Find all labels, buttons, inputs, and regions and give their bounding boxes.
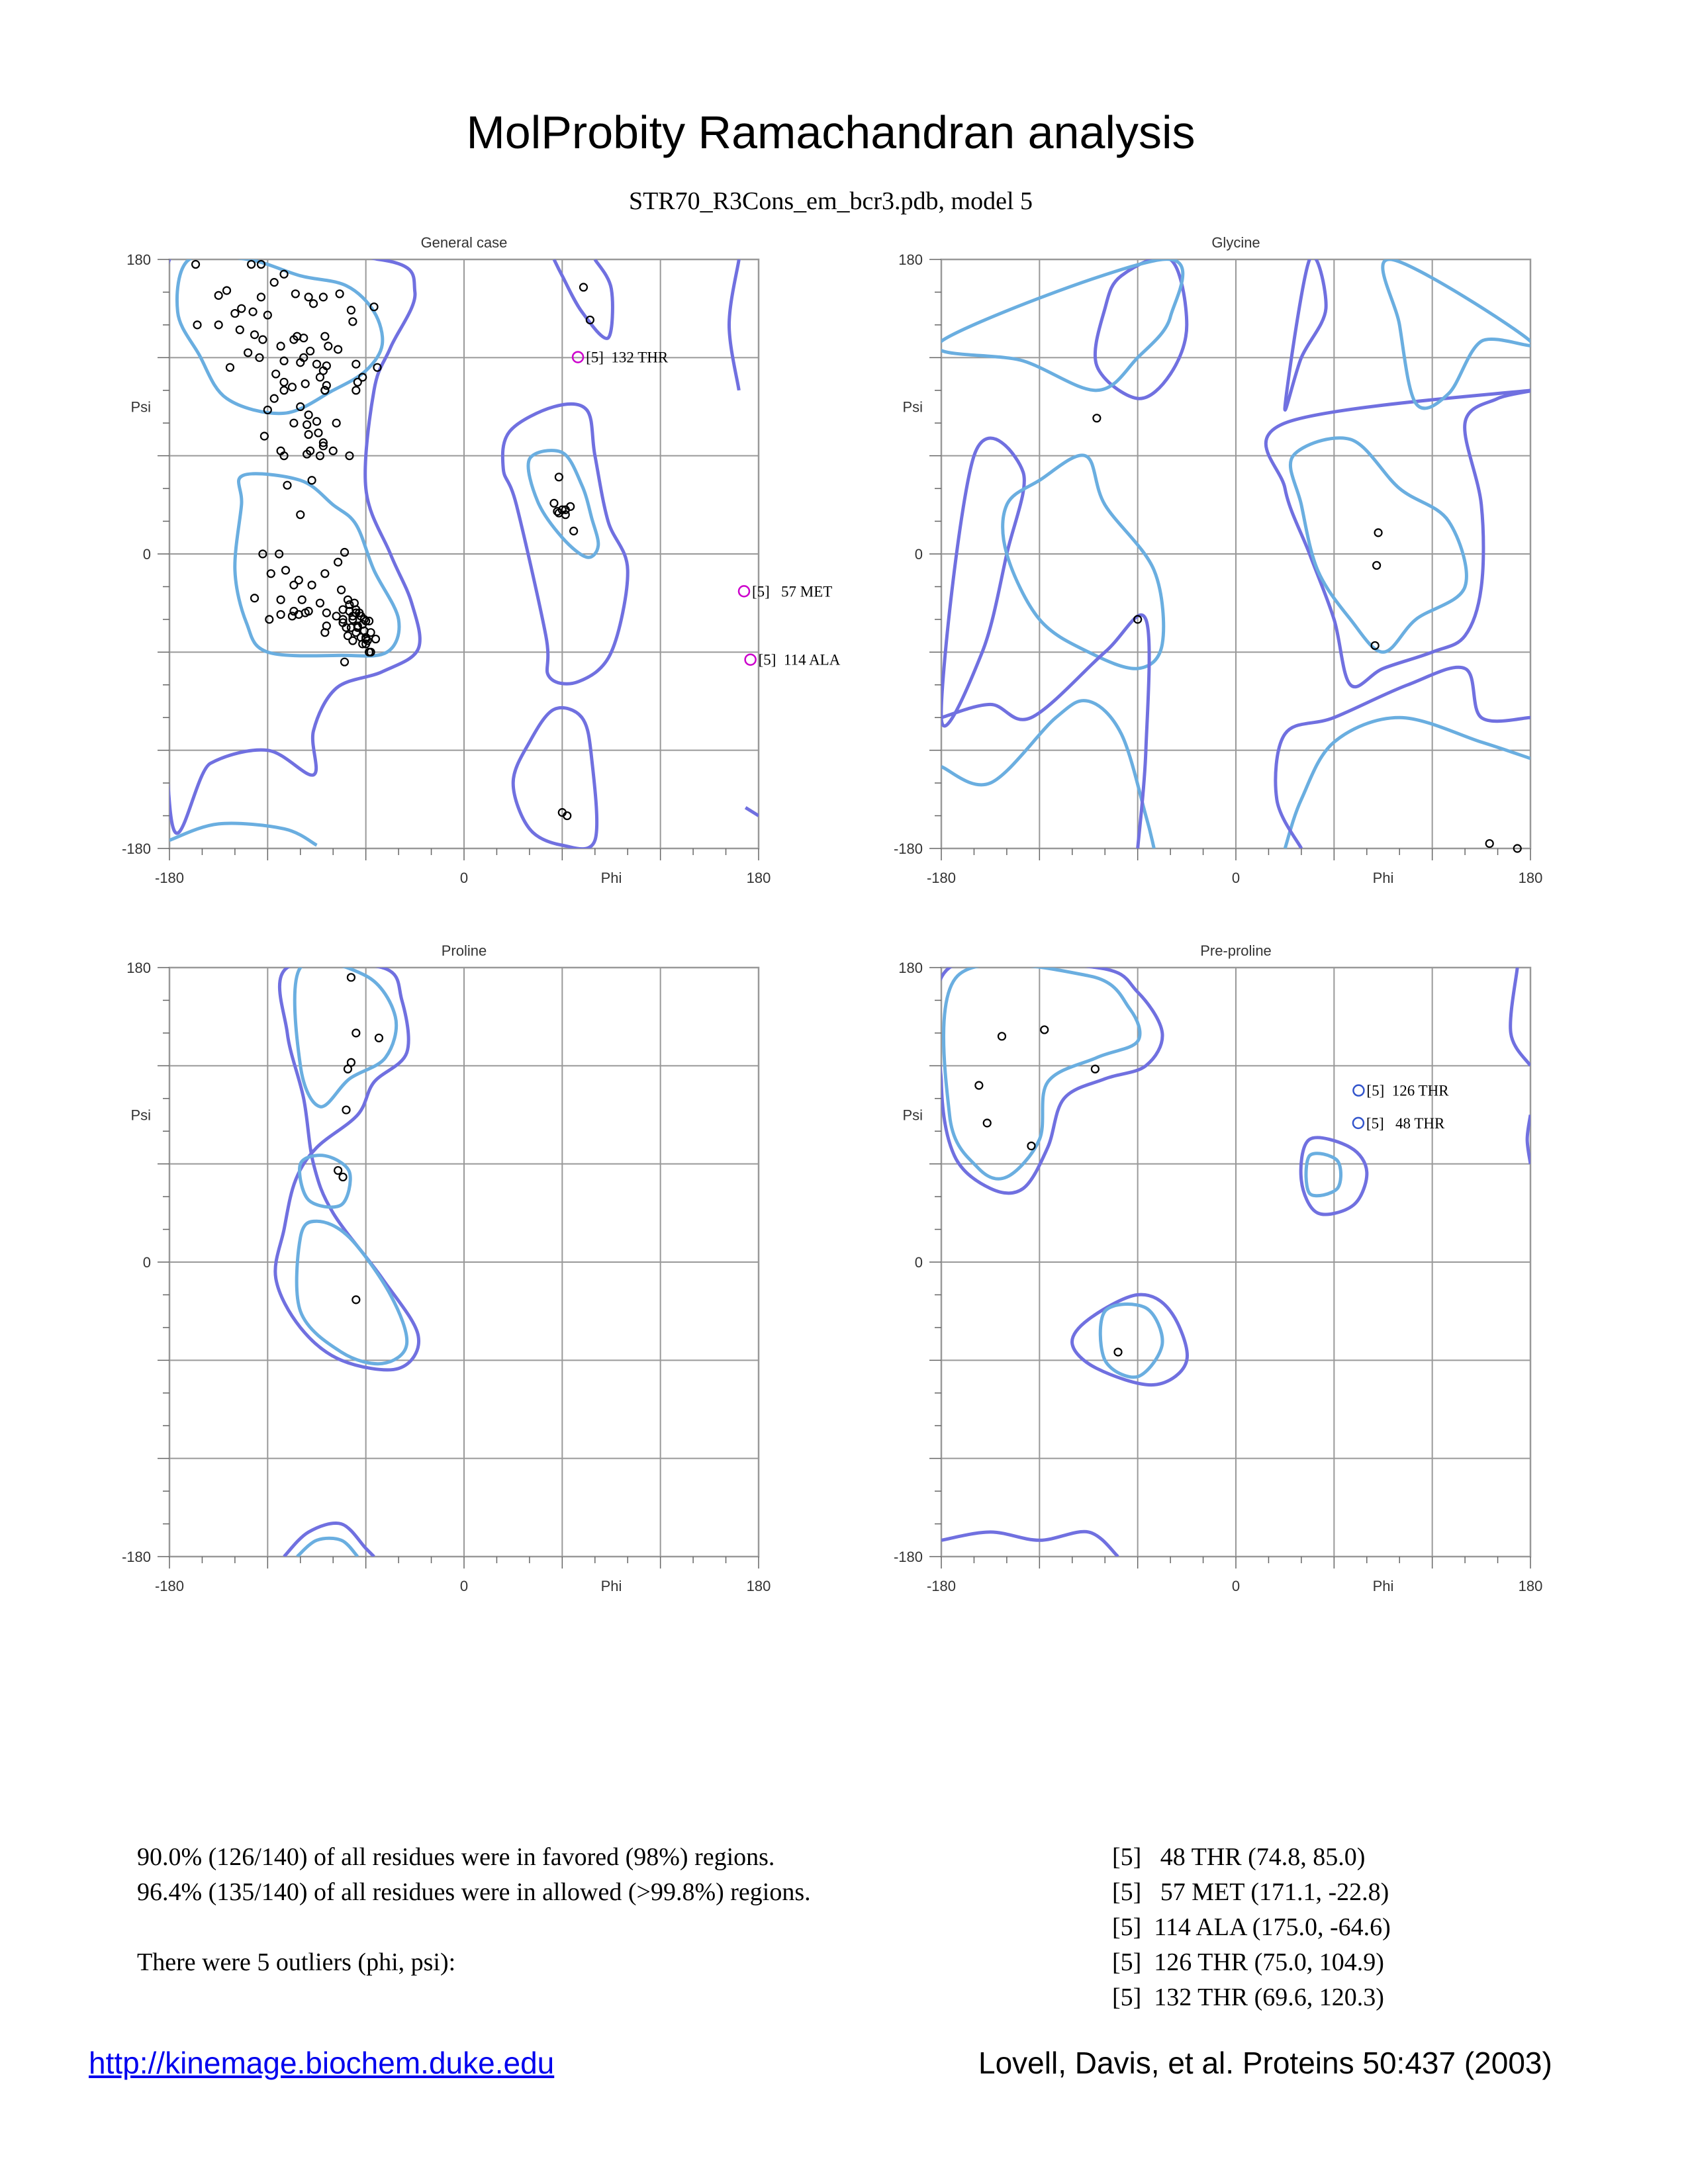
data-point (282, 567, 289, 574)
data-point (305, 293, 312, 300)
x-tick-label: 180 (1518, 1578, 1543, 1594)
data-point (1092, 1066, 1099, 1073)
data-point (320, 293, 327, 300)
y-tick-label: 180 (126, 251, 151, 268)
outlier-list-item: [5] 114 ALA (175.0, -64.6) (1112, 1913, 1391, 1941)
data-point (349, 637, 356, 645)
panel-proline (122, 942, 771, 1594)
data-point (336, 290, 344, 297)
data-point (343, 1107, 350, 1114)
allowed-contour (513, 707, 596, 848)
allowed-contour (1072, 1295, 1188, 1385)
data-point (265, 615, 273, 623)
allowed-contour (1511, 968, 1530, 1066)
data-point (975, 1082, 982, 1089)
data-point (1115, 1348, 1122, 1355)
data-point (1486, 840, 1493, 847)
data-point (308, 477, 316, 484)
y-tick-label: 0 (142, 546, 151, 563)
data-point (271, 395, 278, 402)
x-tick-label: 180 (746, 1578, 771, 1594)
data-point (313, 361, 320, 368)
outlier-label: [5] 48 THR (1366, 1115, 1445, 1132)
data-point (354, 379, 361, 386)
data-point (251, 594, 258, 602)
outlier-list-item: [5] 132 THR (69.6, 120.3) (1112, 1983, 1384, 2011)
data-point (192, 261, 199, 268)
data-point (194, 321, 201, 328)
favored-contour (235, 474, 399, 656)
contours (935, 958, 1530, 1557)
y-tick-label: 180 (898, 960, 923, 976)
data-point (226, 364, 234, 371)
outlier-point (745, 655, 756, 665)
data-point (323, 610, 330, 617)
allowed-contour (1276, 667, 1530, 848)
page-title: MolProbity Ramachandran analysis (466, 107, 1196, 158)
contours (937, 256, 1542, 848)
y-tick-label: -180 (121, 841, 151, 857)
panel-pre-proline (894, 942, 1542, 1594)
allowed-contour (745, 807, 759, 815)
data-point (1373, 562, 1380, 569)
x-tick-label: -180 (154, 1578, 185, 1594)
favored-contour (941, 700, 1154, 848)
y-tick-label: -180 (893, 841, 923, 857)
data-point (223, 287, 230, 294)
data-point (334, 345, 342, 353)
data-point (303, 421, 310, 428)
x-tick-label: 0 (459, 1578, 469, 1594)
y-axis-label: Psi (130, 398, 151, 416)
x-tick-label: 180 (746, 870, 771, 886)
data-point (580, 284, 587, 291)
allowed-contour (502, 404, 628, 684)
data-point (215, 321, 222, 328)
data-point (305, 431, 312, 438)
data-point (555, 473, 563, 480)
data-point (302, 380, 309, 387)
outlier-label: [5] 132 THR (586, 349, 669, 366)
data-point (267, 570, 275, 577)
allowed-contour (941, 1531, 1118, 1557)
data-point (570, 527, 577, 535)
data-point (277, 596, 285, 604)
data-point (305, 411, 312, 418)
outlier-point (739, 586, 749, 596)
favored-contour (297, 1538, 358, 1557)
panel-title: Proline (441, 942, 487, 959)
data-point (313, 418, 320, 425)
data-point (308, 581, 316, 588)
data-point (310, 300, 317, 307)
summary-stats (137, 1840, 811, 1980)
y-tick-label: -180 (893, 1549, 923, 1565)
page-subtitle: STR70_R3Cons_em_bcr3.pdb, model 5 (628, 187, 1033, 215)
favored-contour (295, 961, 396, 1107)
y-tick-label: 0 (914, 546, 923, 563)
data-point (348, 974, 355, 981)
favored-stat: 90.0% (126/140) of all residues were in favored (98%) regions. (137, 1843, 775, 1871)
data-point (215, 292, 222, 299)
y-tick-label: -180 (121, 1549, 151, 1565)
allowed-contour (1095, 257, 1186, 399)
data-point (236, 326, 244, 334)
y-tick-label: 0 (914, 1254, 923, 1271)
data-point (344, 1066, 352, 1073)
data-point (553, 508, 561, 515)
x-axis-label: Phi (600, 1578, 622, 1594)
x-tick-label: 0 (1231, 1578, 1241, 1594)
data-point (321, 333, 328, 340)
data-point (338, 586, 345, 594)
outlier-header: There were 5 outliers (phi, psi): (137, 1948, 456, 1976)
y-axis-label: Psi (902, 398, 923, 416)
favored-contour (1100, 1304, 1162, 1377)
data-point (277, 611, 285, 618)
data-point (330, 447, 337, 455)
favored-contour (1383, 259, 1533, 408)
panel-title: Glycine (1211, 234, 1260, 251)
data-point (340, 1173, 347, 1181)
allowed-contour (941, 615, 1149, 848)
data-point (349, 318, 356, 325)
data-point (321, 387, 328, 394)
contours (275, 961, 419, 1557)
y-axis-label: Psi (130, 1107, 151, 1124)
panel-general-case (122, 218, 841, 886)
data-point (261, 433, 268, 440)
y-tick-label: 0 (142, 1254, 151, 1271)
panel-title: Pre-proline (1200, 942, 1272, 959)
data-point (281, 357, 288, 365)
data-point (250, 308, 257, 316)
outlier-list-item: [5] 48 THR (74.8, 85.0) (1112, 1843, 1366, 1871)
data-point (306, 347, 314, 355)
y-tick-label: 180 (898, 251, 923, 268)
data-point (352, 361, 359, 368)
data-point (1041, 1026, 1048, 1033)
panel-glycine (894, 234, 1542, 886)
favored-contour (943, 964, 1140, 1179)
data-point (244, 349, 252, 356)
x-axis-label: Phi (1372, 870, 1394, 886)
y-axis-label: Psi (902, 1107, 923, 1124)
x-axis-label: Phi (1372, 1578, 1394, 1594)
x-tick-label: 0 (459, 870, 469, 886)
x-tick-label: -180 (154, 870, 185, 886)
outlier-point (1353, 1085, 1364, 1096)
outlier-list-item: [5] 57 MET (171.1, -22.8) (1112, 1878, 1389, 1906)
data-point (352, 387, 359, 394)
citation: Lovell, Davis, et al. Proteins 50:437 (2003) (978, 2046, 1552, 2080)
data-point (238, 305, 245, 312)
allowed-stat: 96.4% (135/140) of all residues were in allowed (>99.8%) regions. (137, 1878, 811, 1906)
data-point (341, 549, 348, 556)
data-point (984, 1119, 991, 1126)
outlier-point (1353, 1118, 1364, 1128)
favored-contour (1003, 455, 1164, 668)
data-point (372, 635, 379, 643)
data-point (248, 261, 255, 268)
data-point (290, 420, 297, 427)
data-point (231, 310, 238, 317)
data-point (258, 293, 265, 300)
data-point (348, 306, 355, 314)
outlier-list-item: [5] 126 THR (75.0, 104.9) (1112, 1948, 1384, 1976)
data-point (284, 482, 291, 489)
x-tick-label: 0 (1231, 870, 1241, 886)
allowed-contour (152, 218, 420, 833)
favored-contour (1290, 438, 1466, 653)
data-point (375, 1034, 383, 1042)
data-point (334, 559, 342, 566)
data-point (299, 596, 306, 604)
favored-contour (1306, 1154, 1341, 1196)
data-point (352, 1296, 359, 1303)
data-point (314, 430, 322, 437)
favored-contour (169, 823, 317, 845)
outlier-label: [5] 126 THR (1366, 1082, 1449, 1099)
data-point (259, 336, 266, 343)
allowed-contour (729, 259, 739, 390)
data-point (1375, 529, 1382, 536)
favored-contour (937, 259, 1183, 390)
data-point (292, 290, 299, 297)
outlier-list (1112, 1840, 1391, 2015)
contours (152, 218, 759, 848)
data-point (323, 382, 330, 389)
data-point (321, 570, 328, 577)
allowed-contour (284, 1523, 374, 1557)
x-axis-label: Phi (600, 870, 622, 886)
data-point (550, 500, 557, 507)
allowed-contour (1285, 256, 1326, 410)
x-tick-label: -180 (926, 870, 957, 886)
data-point (251, 331, 258, 338)
data-point (316, 600, 324, 607)
data-point (998, 1032, 1006, 1040)
data-point (290, 581, 297, 588)
outlier-label: [5] 114 ALA (758, 651, 841, 668)
favored-contour (1285, 717, 1530, 848)
data-point (352, 1029, 359, 1036)
data-point (341, 659, 348, 666)
y-tick-label: 180 (126, 960, 151, 976)
data-point (281, 379, 288, 386)
panel-title: General case (420, 234, 508, 251)
data-point (272, 371, 279, 378)
allowed-contour (941, 438, 1024, 726)
x-tick-label: 180 (1518, 870, 1543, 886)
x-tick-label: -180 (926, 1578, 957, 1594)
data-point (281, 387, 288, 394)
data-point (324, 343, 332, 350)
kinemage-link[interactable]: http://kinemage.biochem.duke.edu (89, 2046, 555, 2080)
favored-contour (528, 451, 598, 558)
data-point (271, 279, 278, 286)
data-point (289, 383, 296, 390)
outlier-label: [5] 57 MET (751, 583, 833, 600)
data-point (277, 343, 285, 350)
data-point (297, 511, 304, 518)
data-point (334, 1167, 342, 1174)
data-point (316, 374, 324, 381)
data-point (333, 420, 340, 427)
data-point (1093, 414, 1100, 422)
data-point (1027, 1142, 1035, 1150)
